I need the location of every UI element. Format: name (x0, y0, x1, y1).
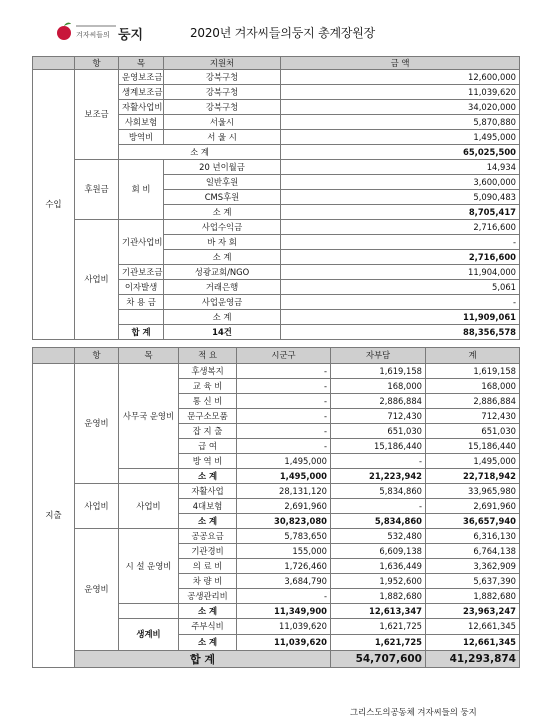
expense-living-mok: 생계비 (119, 619, 179, 651)
income-amount: 2,716,600 (281, 250, 520, 265)
income-amount: 12,600,000 (281, 70, 520, 85)
expense-self: 2,886,884 (331, 394, 426, 409)
expense-self: 651,030 (331, 424, 426, 439)
expense-item: 문구소모품 (179, 409, 237, 424)
expense-total-label: 합 계 (75, 651, 331, 668)
income-blank-cell (119, 310, 164, 325)
income-amount: 11,904,000 (281, 265, 520, 280)
expense-col-mok: 목 (119, 348, 179, 364)
expense-subtotal-label: 소 계 (179, 635, 237, 651)
expense-item: 의 료 비 (179, 559, 237, 574)
expense-sum: 3,362,909 (426, 559, 520, 574)
expense-sigungu: 155,000 (237, 544, 331, 559)
expense-item: 잡 지 출 (179, 424, 237, 439)
expense-self: 712,430 (331, 409, 426, 424)
expense-sum: 1,882,680 (426, 589, 520, 604)
expense-sum: 1,619,158 (426, 364, 520, 379)
income-col-amount: 금 액 (281, 57, 520, 70)
expense-item: 차 량 비 (179, 574, 237, 589)
income-source: 강북구청 (164, 100, 281, 115)
expense-self: 15,186,440 (331, 439, 426, 454)
svg-text:둥지: 둥지 (118, 28, 144, 43)
expense-subtotal-sigungu: 30,823,080 (237, 514, 331, 529)
expense-mok: 사무국 운영비 (119, 364, 179, 469)
income-mok: 자활사업비 (119, 100, 164, 115)
income-huwon-subtotal: 8,705,417 (281, 205, 520, 220)
expense-subtotal-self: 5,834,860 (331, 514, 426, 529)
expense-self: 5,834,860 (331, 484, 426, 499)
income-bojo-subtotal: 65,025,500 (281, 145, 520, 160)
expense-item: 교 육 비 (179, 379, 237, 394)
income-table (32, 56, 520, 340)
expense-blank-cell (119, 604, 179, 619)
expense-sigungu: 2,691,960 (237, 499, 331, 514)
expense-col-self: 자부담 (331, 348, 426, 364)
income-amount: 11,039,620 (281, 85, 520, 100)
svg-text:겨자씨들의: 겨자씨들의 (76, 31, 110, 39)
expense-item: 급 여 (179, 439, 237, 454)
income-header-blank (33, 57, 75, 70)
income-source: 일반후원 (164, 175, 281, 190)
income-mok: 기관사업비 (119, 220, 164, 265)
income-source: 성광교회/NGO (164, 265, 281, 280)
income-amount: 5,870,880 (281, 115, 520, 130)
logo (54, 20, 164, 44)
income-source: 서울시 (164, 115, 281, 130)
expense-sum: 168,000 (426, 379, 520, 394)
expense-hang: 운영비 (75, 364, 119, 484)
income-amount: 1,495,000 (281, 130, 520, 145)
income-amount: 14,934 (281, 160, 520, 175)
expense-sigungu: - (237, 409, 331, 424)
expense-hang: 사업비 (75, 484, 119, 529)
expense-self: 1,621,725 (331, 619, 426, 635)
expense-self: 1,952,600 (331, 574, 426, 589)
expense-sigungu: 3,684,790 (237, 574, 331, 589)
income-mok: 사회보험 (119, 115, 164, 130)
income-amount: 3,600,000 (281, 175, 520, 190)
expense-item: 자활사업 (179, 484, 237, 499)
expense-self: - (331, 499, 426, 514)
income-source: 사업수익금 (164, 220, 281, 235)
income-bojo-subtotal-label: 소 계 (119, 145, 281, 160)
income-col-source: 지원처 (164, 57, 281, 70)
expense-sigungu: - (237, 424, 331, 439)
income-huwon-mok: 회 비 (119, 160, 164, 220)
expense-subtotal-sum: 23,963,247 (426, 604, 520, 619)
expense-sigungu: 1,726,460 (237, 559, 331, 574)
expense-sigungu: - (237, 379, 331, 394)
expense-self: 1,882,680 (331, 589, 426, 604)
expense-sum: 712,430 (426, 409, 520, 424)
expense-sigungu: 28,131,120 (237, 484, 331, 499)
income-source: 소 계 (164, 250, 281, 265)
income-source: CMS후원 (164, 190, 281, 205)
income-mok: 기관보조금 (119, 265, 164, 280)
income-mok: 생계보조금 (119, 85, 164, 100)
expense-table (32, 347, 520, 668)
income-mok: 이자발생 (119, 280, 164, 295)
income-amount: 5,061 (281, 280, 520, 295)
expense-item: 공공요금 (179, 529, 237, 544)
page-header (0, 0, 552, 56)
income-section-label: 수입 (33, 70, 75, 340)
expense-item: 4대보험 (179, 499, 237, 514)
expense-sigungu: 11,039,620 (237, 619, 331, 635)
expense-sum: 15,186,440 (426, 439, 520, 454)
expense-sigungu: 5,783,650 (237, 529, 331, 544)
income-col-hang: 항 (75, 57, 119, 70)
expense-subtotal-sum: 22,718,942 (426, 469, 520, 484)
expense-sigungu: - (237, 439, 331, 454)
expense-sum: 6,764,138 (426, 544, 520, 559)
expense-subtotal-sum: 36,657,940 (426, 514, 520, 529)
expense-subtotal-label: 소 계 (179, 604, 237, 619)
income-huwon-label: 후원금 (75, 160, 119, 220)
expense-blank-cell (119, 469, 179, 484)
income-source: 거래은행 (164, 280, 281, 295)
expense-total-self: 41,293,874 (426, 651, 520, 668)
expense-col-total: 계 (426, 348, 520, 364)
expense-sum: 2,886,884 (426, 394, 520, 409)
expense-sum: 6,316,130 (426, 529, 520, 544)
income-saup-subtotal-label: 소 계 (164, 310, 281, 325)
income-col-mok: 목 (119, 57, 164, 70)
expense-subtotal-label: 소 계 (179, 514, 237, 529)
expense-item: 주부식비 (179, 619, 237, 635)
income-total-label: 합 계 (119, 325, 164, 340)
income-source: 서 울 시 (164, 130, 281, 145)
expense-col-sigungu: 시군구 (237, 348, 331, 364)
expense-sum: 5,637,390 (426, 574, 520, 589)
expense-subtotal-self: 1,621,725 (331, 635, 426, 651)
expense-item: 공생관리비 (179, 589, 237, 604)
expense-mok: 시 설 운영비 (119, 529, 179, 604)
expense-item: 방 역 비 (179, 454, 237, 469)
income-huwon-subtotal-label: 소 계 (164, 205, 281, 220)
income-mok: 차 용 금 (119, 295, 164, 310)
expense-sigungu: 1,495,000 (237, 454, 331, 469)
expense-section-label: 지출 (33, 364, 75, 668)
expense-sum: 12,661,345 (426, 619, 520, 635)
income-amount: 34,020,000 (281, 100, 520, 115)
income-total-amount: 88,356,578 (281, 325, 520, 340)
income-amount: - (281, 295, 520, 310)
expense-self: 1,636,449 (331, 559, 426, 574)
expense-self: 1,619,158 (331, 364, 426, 379)
income-saup-label: 사업비 (75, 220, 119, 340)
income-amount: - (281, 235, 520, 250)
expense-mok: 사업비 (119, 484, 179, 529)
expense-self: - (331, 454, 426, 469)
expense-item: 기관경비 (179, 544, 237, 559)
income-mok: 운영보조금 (119, 70, 164, 85)
expense-subtotal-sigungu: 11,349,900 (237, 604, 331, 619)
income-amount: 5,090,483 (281, 190, 520, 205)
logo-icon (54, 20, 164, 44)
income-bojo-label: 보조금 (75, 70, 119, 160)
expense-subtotal-self: 21,223,942 (331, 469, 426, 484)
expense-sigungu: - (237, 589, 331, 604)
income-source: 사업운영금 (164, 295, 281, 310)
expense-sigungu: - (237, 394, 331, 409)
expense-hang: 운영비 (75, 529, 119, 651)
expense-subtotal-sigungu: 11,039,620 (237, 635, 331, 651)
page-title: 2020년 겨자씨들의둥지 총계장원장 (190, 26, 376, 40)
expense-self: 168,000 (331, 379, 426, 394)
expense-total-sigungu: 54,707,600 (331, 651, 426, 668)
income-amount: 2,716,600 (281, 220, 520, 235)
expense-subtotal-sum: 12,661,345 (426, 635, 520, 651)
expense-col-hang: 항 (75, 348, 119, 364)
expense-subtotal-sigungu: 1,495,000 (237, 469, 331, 484)
income-mok: 방역비 (119, 130, 164, 145)
expense-sum: 1,495,000 (426, 454, 520, 469)
expense-col-note: 적 요 (179, 348, 237, 364)
income-total-count: 14건 (164, 325, 281, 340)
footer-note: 그리스도의공동체 겨자씨들의 둥지 (350, 707, 477, 717)
expense-sum: 651,030 (426, 424, 520, 439)
income-source: 20 년이월금 (164, 160, 281, 175)
expense-header-blank (33, 348, 75, 364)
expense-self: 532,480 (331, 529, 426, 544)
expense-sum: 33,965,980 (426, 484, 520, 499)
expense-item: 통 신 비 (179, 394, 237, 409)
expense-sigungu: - (237, 364, 331, 379)
income-source: 강북구청 (164, 85, 281, 100)
expense-subtotal-self: 12,613,347 (331, 604, 426, 619)
income-source: 바 자 회 (164, 235, 281, 250)
income-source: 강북구청 (164, 70, 281, 85)
expense-self: 6,609,138 (331, 544, 426, 559)
expense-sum: 2,691,960 (426, 499, 520, 514)
income-saup-subtotal: 11,909,061 (281, 310, 520, 325)
expense-item: 후생복지 (179, 364, 237, 379)
expense-subtotal-label: 소 계 (179, 469, 237, 484)
